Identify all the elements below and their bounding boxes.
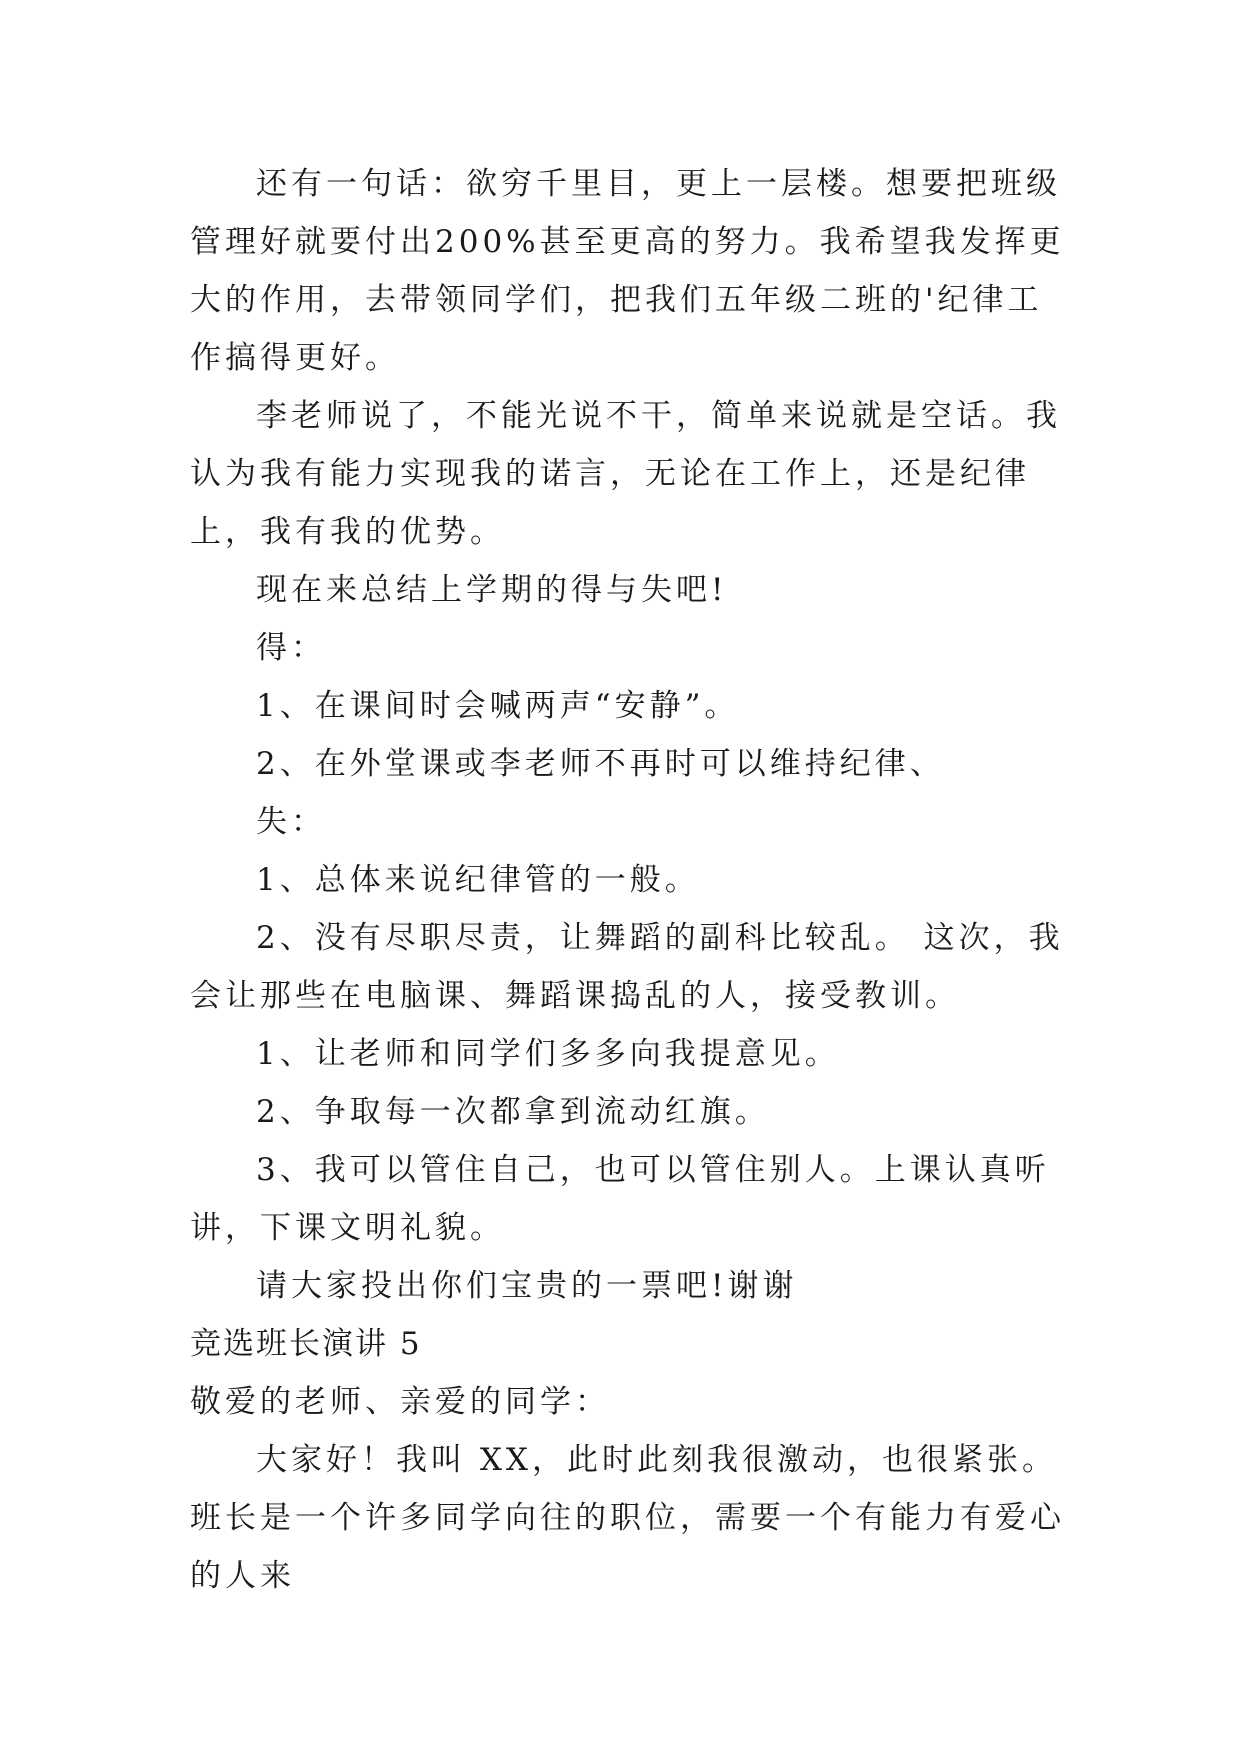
document-body — [190, 155, 1070, 1605]
section-heading-losses: 失： — [256, 804, 326, 840]
paragraph-2: 李老师说了，不能光说不干，简单来说就是空话。我认为我有能力实现我的诺言，无论在工作上，还是纪律上，我有我的优势。 — [190, 398, 1061, 550]
list-item: 2、争取每一次都拿到流动红旗。 — [256, 1094, 770, 1130]
salutation: 敬爱的老师、亲爱的同学： — [190, 1384, 610, 1420]
list-item: 2、在外堂课或李老师不再时可以维持纪律、 — [256, 746, 945, 782]
list-item: 1、在课间时会喊两声“安静”。 — [256, 688, 740, 724]
list-item: 2、没有尽职尽责，让舞蹈的副科比较乱。 这次，我会让那些在电脑课、舞蹈课捣乱的人，接受教训。 — [190, 920, 1064, 1014]
list-item: 3、我可以管住自己，也可以管住别人。上课认真听讲，下课文明礼貌。 — [190, 1152, 1050, 1246]
section-heading-gains: 得： — [256, 630, 326, 666]
speech-title: 竞选班长演讲 5 — [190, 1326, 422, 1362]
paragraph-1: 还有一句话：欲穷千里目，更上一层楼。想要把班级管理好就要付出200%甚至更高的努力。我希望我发挥更大的作用，去带领同学们，把我们五年级二班的'纪律工作搞得更好。 — [190, 166, 1065, 376]
list-item: 1、让老师和同学们多多向我提意见。 — [256, 1036, 840, 1072]
paragraph-3: 现在来总结上学期的得与失吧! — [256, 572, 728, 608]
list-item: 1、总体来说纪律管的一般。 — [256, 862, 700, 898]
paragraph-intro: 大家好！我叫 XX，此时此刻我很激动，也很紧张。班长是一个许多同学向往的职位，需要一个有能力有爱心的人来 — [190, 1442, 1065, 1594]
closing-line: 请大家投出你们宝贵的一票吧!谢谢 — [256, 1268, 798, 1304]
